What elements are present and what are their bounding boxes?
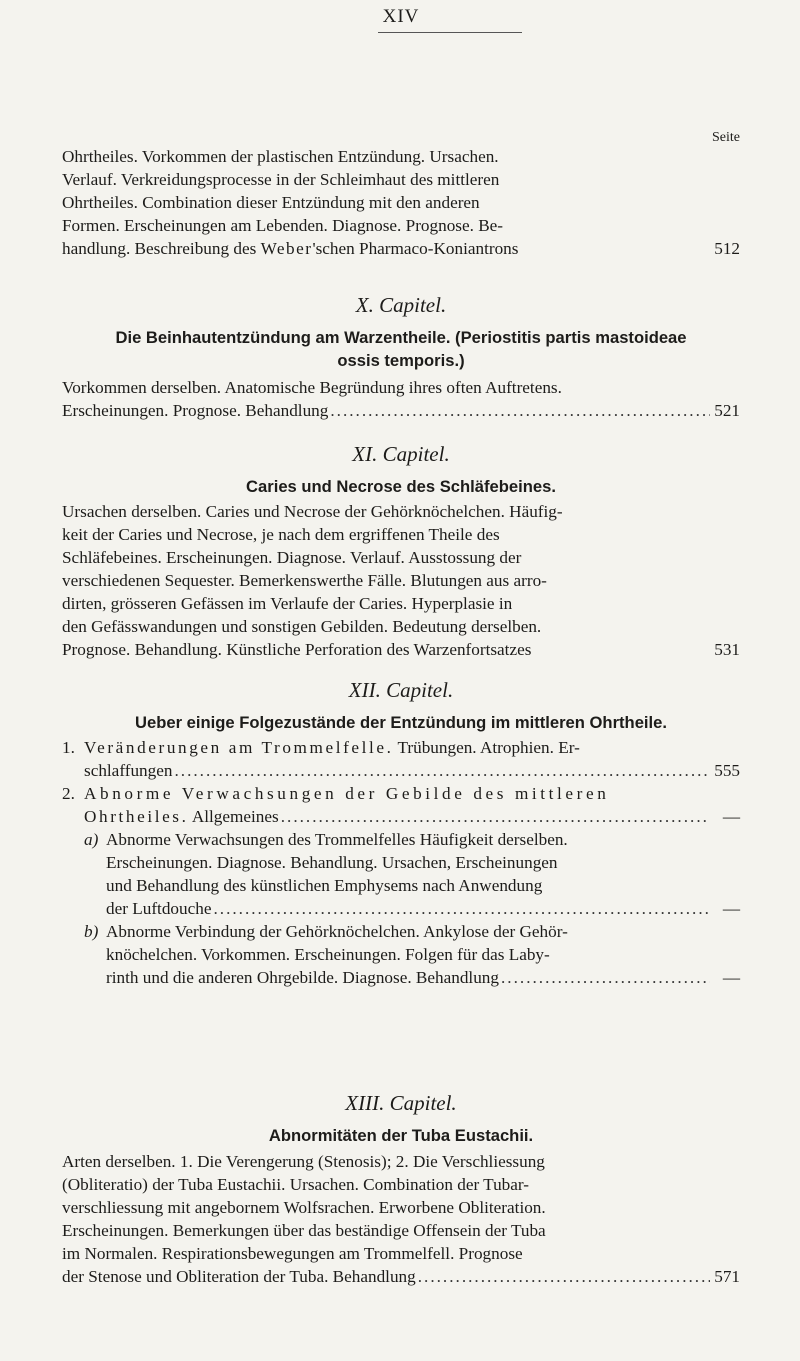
text-line: Schläfebeines. Erscheinungen. Diagnose. Verlauf. Ausstossung der [62, 548, 522, 567]
text-line: knöchelchen. Vorkommen. Erscheinungen. Folgen für das Laby- [106, 945, 550, 964]
chapter-title: Ueber einige Folgezustände der Entzündung im mittleren Ohrtheile. [135, 713, 667, 732]
toc-item [62, 736, 740, 782]
page-ref: 571 [714, 1267, 740, 1286]
seite-label: Seite [712, 130, 740, 145]
text-line: im Normalen. Respirationsbewegungen am Trommelfell. Prognose [62, 1244, 523, 1263]
text-line [62, 736, 740, 759]
toc-subitem [62, 920, 740, 989]
chapter-heading: XII. Capitel. [348, 678, 454, 702]
text-line: Ursachen derselben. Caries und Necrose der Gehörknöchelchen. Häufig- [62, 502, 563, 521]
chapter-body [62, 1150, 740, 1288]
page-ref: — [722, 807, 740, 826]
text-line: (Obliteratio) der Tuba Eustachii. Ursachen. Combination der Tubar- [62, 1175, 529, 1194]
page-ref: 512 [714, 239, 740, 258]
item-heading: Abnorme Verwachsungen der Gebilde des mittleren [84, 784, 610, 803]
text-fragment: Erscheinungen. Prognose. Behandlung [62, 401, 329, 420]
text-fragment: schlaffungen [84, 761, 173, 780]
page-ref: 531 [714, 640, 740, 659]
leader-dots [501, 966, 710, 989]
text-fragment: rinth und die anderen Ohrgebilde. Diagnose. Behandlung [106, 968, 499, 987]
leader-dots [281, 805, 710, 828]
chapter-title [62, 326, 740, 372]
leader-dots [213, 897, 710, 920]
text-line: Verlauf. Verkreidungsprocesse in der Schleimhaut des mittleren [62, 170, 500, 189]
chapter-heading: XI. Capitel. [352, 442, 450, 466]
chapter-heading: XIII. Capitel. [345, 1091, 457, 1115]
text-line: Ohrtheiles. Vorkommen der plastischen Entzündung. Ursachen. [62, 147, 499, 166]
text-fragment: der Stenose und Obliteration der Tuba. Behandlung [62, 1267, 416, 1286]
subitem-label: b) [84, 922, 99, 941]
text-line: den Gefässwandungen und sonstigen Gebilden. Bedeutung derselben. [62, 617, 542, 636]
item-heading: Veränderungen am Trommelfelle. [84, 738, 394, 757]
chapter-body [62, 736, 740, 989]
text-line: dirten, grösseren Gefässen im Verlaufe der Caries. Hyperplasie in [62, 594, 513, 613]
toc-line [62, 638, 740, 661]
text-fragment-a: handlung. Beschreibung des [62, 239, 261, 258]
text-line: keit der Caries und Necrose, je nach dem ergriffenen Theile des [62, 525, 500, 544]
page-ref: 521 [714, 401, 740, 420]
text-line: Erscheinungen. Bemerkungen über das beständige Offensein der Tuba [62, 1221, 546, 1240]
text-line: Abnorme Verbindung der Gehörknöchelchen. Ankylose der Gehör- [106, 922, 568, 941]
text-fragment: der Luftdouche [106, 899, 212, 918]
text-fragment-b: 'schen Pharmaco-Koniantrons [312, 239, 519, 258]
chapter-title-line: Die Beinhautentzündung am Warzentheile. (Periostitis partis mastoideae [115, 328, 687, 347]
chapter-title: Caries und Necrose des Schläfebeines. [246, 477, 556, 496]
entry-continuation [62, 145, 740, 260]
item-number: 1. [62, 738, 75, 757]
text-fragment: Prognose. Behandlung. Künstliche Perforation des Warzenfortsatzes [62, 640, 532, 659]
toc-line [84, 966, 740, 989]
leader-dots [330, 399, 710, 422]
chapter-title-line: ossis temporis.) [337, 351, 465, 370]
text-fragment [84, 805, 279, 828]
page-ref: 555 [714, 761, 740, 780]
text-line: verschliessung mit angebornem Wolfsrachen. Erworbene Obliteration. [62, 1198, 546, 1217]
item-number: 2. [62, 784, 75, 803]
toc-item [62, 782, 740, 828]
page-ref: — [722, 899, 740, 918]
text-line: Arten derselben. 1. Die Verengerung (Stenosis); 2. Die Verschliessung [62, 1152, 545, 1171]
chapter-title: Abnormitäten der Tuba Eustachii. [268, 1126, 534, 1145]
toc-line [62, 759, 740, 782]
chapter-body [62, 500, 740, 661]
item-heading: Ohrtheiles. [84, 807, 189, 826]
chapter-heading: X. Capitel. [355, 293, 447, 317]
author-name: Weber [260, 239, 313, 258]
leader-dots [174, 759, 710, 782]
text-line: und Behandlung des künstlichen Emphysems nach Anwendung [106, 876, 543, 895]
text-fragment: Allgemeines [188, 807, 279, 826]
leader-dots [418, 1265, 710, 1288]
toc-line [62, 237, 740, 260]
text-line: Vorkommen derselben. Anatomische Begründung ihres often Auftretens. [62, 378, 562, 397]
toc-subitem [62, 828, 740, 920]
text-line: Formen. Erscheinungen am Lebenden. Diagnose. Prognose. Be- [62, 216, 504, 235]
header-rule [378, 32, 522, 33]
subitem-label: a) [84, 830, 99, 849]
toc-line [62, 1265, 740, 1288]
text-line: verschiedenen Sequester. Bemerkenswerthe Fälle. Blutungen aus arro- [62, 571, 547, 590]
toc-line [62, 399, 740, 422]
text-line: Abnorme Verwachsungen des Trommelfelles Häufigkeit derselben. [106, 830, 568, 849]
text-fragment [62, 237, 518, 260]
text-line: Erscheinungen. Diagnose. Behandlung. Ursachen, Erscheinungen [106, 853, 558, 872]
chapter-body [62, 376, 740, 422]
text-line: Ohrtheiles. Combination dieser Entzündung mit den anderen [62, 193, 480, 212]
toc-line [62, 805, 740, 828]
page-ref: — [722, 968, 740, 987]
page-number: XIV [382, 6, 420, 27]
toc-line [84, 897, 740, 920]
text-fragment: Trübungen. Atrophien. Er- [393, 738, 580, 757]
